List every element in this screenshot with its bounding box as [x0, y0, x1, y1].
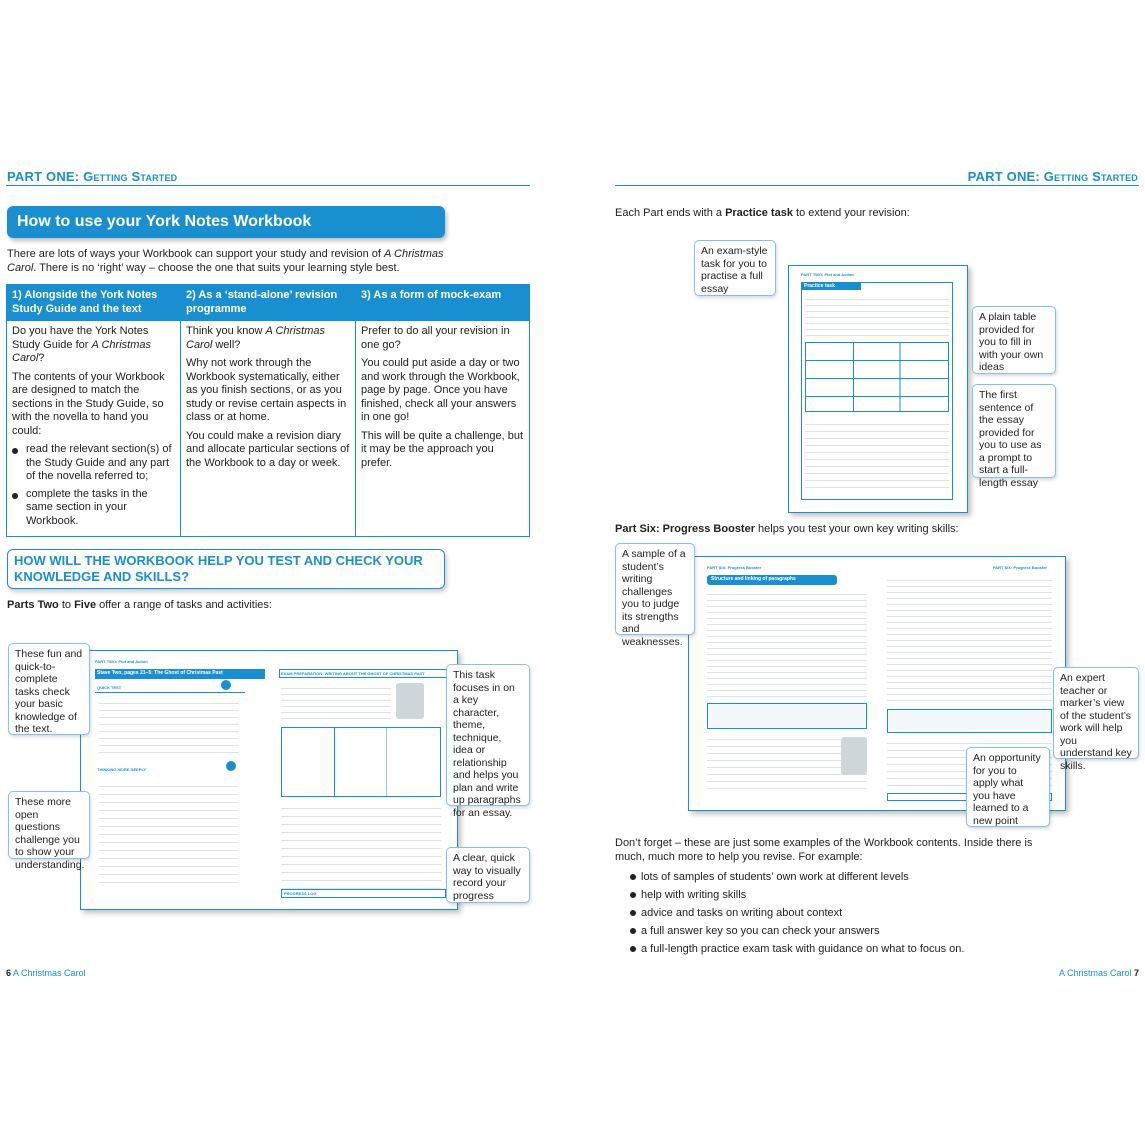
- cell1-list: [12, 443, 175, 528]
- list-item: a full-length practice exam task with guidance on what to focus on.: [615, 940, 964, 958]
- mini-thinking: THINKING MORE DEEPLY: [97, 767, 147, 772]
- table-cell-3: [356, 321, 530, 537]
- part-label: PART ONE:: [7, 169, 80, 184]
- cell3-p3: This will be quite a challenge, but it may be the approach you prefer.: [361, 429, 524, 469]
- rule: [95, 692, 245, 693]
- page-number: 7: [1133, 968, 1139, 978]
- list-item: advice and tasks on writing about context: [615, 904, 964, 922]
- table-cell-1: [7, 321, 181, 537]
- text: A sample of a student’s writing challenges you to judge its strengths and weaknesses.: [622, 548, 686, 648]
- table-header-3: 3) As a form of mock-exam: [356, 285, 530, 321]
- part-subtitle: Getting Started: [1043, 169, 1138, 184]
- table-header-2: 2) As a ‘stand-alone’ revision programme: [181, 285, 356, 321]
- banner-title: How to use your York Notes Workbook: [17, 213, 312, 230]
- text: A Christmas Carol: [12, 338, 151, 364]
- text: Parts Two: [7, 599, 59, 611]
- portrait-image: [396, 683, 424, 719]
- text: A plain table provided for you to fill in with your own ideas: [979, 311, 1044, 373]
- sample-spread-image: [80, 650, 458, 910]
- callout-opportunity: [966, 747, 1050, 827]
- callout-expert: [1053, 667, 1139, 772]
- list-item: lots of samples of students’ own work at different levels: [615, 868, 964, 886]
- callout-exam-task: [694, 240, 776, 296]
- mini-task-title: Practice task: [804, 283, 835, 289]
- mini-stave-title: Stave Two, pages 21–5: The Ghost of Christmas Past: [97, 670, 223, 676]
- page-header-right: [968, 169, 1138, 184]
- footer-left: [6, 968, 86, 978]
- intro-text-end: . There is no ‘right’ way – choose the one that suits your learning style best.: [33, 262, 400, 274]
- text: to extend your revision:: [792, 207, 910, 219]
- text: These more open questions challenge you to show your understanding.: [15, 796, 85, 871]
- intro-title: A Christmas Carol: [7, 248, 444, 274]
- mini-part-label: PART TWO: Plot and Action: [801, 272, 854, 277]
- mini-expert-box: [707, 703, 867, 729]
- mini-lines: [99, 697, 239, 757]
- mini-lines: [281, 683, 391, 719]
- text: An exam-style task for you to practise a full essay: [701, 245, 768, 295]
- text: The first sentence of the essay provided for you to use as a prompt to start a full-length essay: [979, 389, 1042, 489]
- footer-title: A Christmas Carol: [1058, 968, 1132, 978]
- text: A clear, quick way to visually record your progress: [453, 852, 521, 902]
- practice-paragraph: [615, 206, 910, 220]
- callout-focus-task: [446, 664, 530, 819]
- parts-paragraph: [7, 598, 272, 612]
- mini-part-label: PART TWO: Plot and Action: [95, 659, 148, 664]
- callout-first-sentence: [972, 384, 1056, 489]
- mini-table: [281, 727, 441, 797]
- list-item: help with writing skills: [615, 886, 964, 904]
- text: to: [58, 599, 75, 611]
- footer-title: A Christmas Carol: [13, 968, 86, 978]
- mini-exam-title: EXAM PREPARATION: WRITING ABOUT THE GHOST OF CHRISTMAS PAST: [281, 671, 425, 676]
- table-cell-2: [181, 321, 356, 537]
- list-item: read the relevant section(s) of the Study Guide and any part of the novella referred to;: [12, 443, 175, 484]
- callout-open-questions: [8, 791, 90, 871]
- text: This task focuses in on a key character, theme, technique, idea or relationship and helps you plan and write up paragraphs for an essay.: [453, 669, 521, 819]
- page-number: 6: [6, 968, 12, 978]
- mini-lines: [281, 801, 441, 891]
- portrait-image: [841, 737, 867, 775]
- options-table: [6, 284, 530, 537]
- mini-lines: [805, 418, 949, 492]
- intro-paragraph: [7, 247, 452, 275]
- text: An opportunity for you to apply what you have learned to a new point: [973, 752, 1041, 827]
- callout-sample: [615, 543, 695, 648]
- table-header-1: 1) Alongside the York Notes Study Guide and the text: [7, 285, 181, 321]
- mini-part-label: PART SIX: Progress Booster: [707, 565, 762, 570]
- page-header-left: [7, 169, 177, 184]
- text: Each Part ends with a: [615, 207, 726, 219]
- list-item: complete the tasks in the same section in your Workbook.: [12, 488, 175, 529]
- callout-plain-table: [972, 306, 1056, 374]
- cell2-p1: [186, 325, 350, 352]
- text: A Christmas Carol: [186, 325, 325, 351]
- examples-list: [615, 868, 964, 958]
- text: Five: [74, 599, 97, 611]
- cell1-p2: The contents of your Workbook are designed to match the sections in the Study Guide, so with the novella to hand you could:: [12, 370, 165, 437]
- text: Don’t forget – these are just some examples of the Workbook contents. Inside there is much, much more to help you revise. For example:: [615, 837, 1033, 863]
- header-rule: [615, 185, 1139, 186]
- footer-right: [1059, 968, 1139, 978]
- text: ?: [38, 352, 45, 364]
- mini-part-label: PART SIX: Progress Booster: [992, 565, 1047, 570]
- part-subtitle: Getting Started: [83, 169, 178, 184]
- text: well?: [212, 338, 241, 351]
- part-label: PART ONE:: [967, 169, 1040, 184]
- mini-lines: [805, 294, 949, 338]
- mini-lines: [707, 589, 867, 699]
- text: Think you know: [186, 325, 266, 337]
- mini-lines: [887, 575, 1052, 705]
- pen-icon: [221, 680, 231, 690]
- mini-lines: [99, 779, 239, 889]
- section-banner-2: [7, 549, 445, 589]
- cell2-p2: Why not work through the Workbook systematically, either as you finish sections, or as you study or revise certain aspects in class or at home.: [186, 357, 347, 423]
- cell2-p3: You could make a revision diary and allocate particular sections of the Workbook to a day or week.: [186, 429, 350, 469]
- mini-section-title: Structure and linking of paragraphs: [711, 576, 796, 582]
- text: Practice task: [725, 207, 793, 219]
- text: These fun and quick-to-complete tasks check your basic knowledge of the text.: [15, 648, 83, 735]
- callout-fun-tasks: [8, 643, 90, 735]
- cell3-p2: You could put aside a day or two and work through the Workbook, page by page. Once you have finished, check all your answers in one go!: [361, 357, 520, 423]
- callout-progress: [446, 847, 530, 903]
- mini-progress-label: PROGRESS LOG: [284, 891, 317, 896]
- text: Part Six: Progress Booster: [615, 523, 755, 535]
- text: offer a range of tasks and activities:: [96, 599, 272, 611]
- mini-table: [805, 342, 949, 412]
- text: helps you test your own key writing skills:: [755, 523, 959, 535]
- header-rule: [6, 185, 530, 186]
- text: Do you have the York Notes Study Guide for: [12, 325, 149, 351]
- mini-expert-box: [887, 709, 1052, 733]
- section-banner: [7, 206, 445, 238]
- intro-text: There are lots of ways your Workbook can support your study and revision of: [7, 248, 385, 260]
- part-six-paragraph: [615, 522, 959, 536]
- dont-forget-paragraph: [615, 836, 1055, 864]
- banner2-title: HOW WILL THE WORKBOOK HELP YOU TEST AND CHECK YOUR KNOWLEDGE AND SKILLS?: [14, 553, 423, 584]
- text: An expert teacher or marker’s view of the student’s work will help you understand key skills.: [1060, 672, 1132, 772]
- practice-task-image: [788, 265, 968, 513]
- question-icon: [226, 761, 236, 771]
- mini-quick-test: QUICK TEST: [97, 685, 122, 690]
- list-item: a full answer key so you can check your answers: [615, 922, 964, 940]
- cell3-p1: Prefer to do all your revision in one go?: [361, 325, 510, 351]
- cell1-p1: [12, 325, 175, 366]
